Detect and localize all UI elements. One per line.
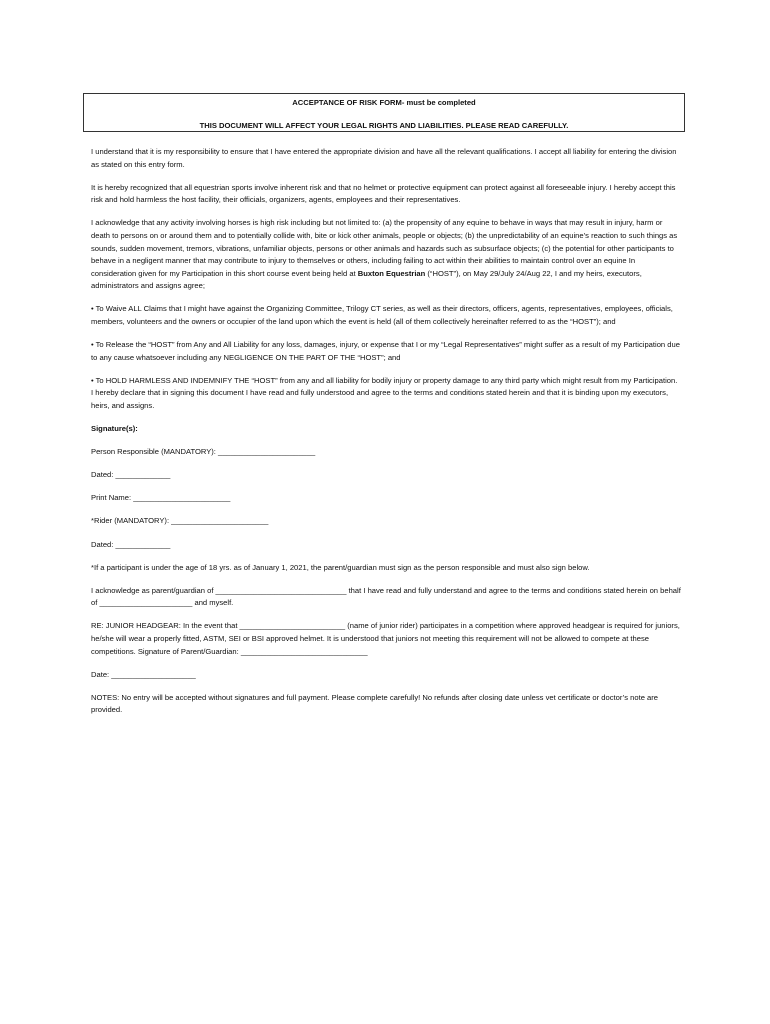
- acknowledgement-text-end: (“HOST”), on May 29/July 24/Aug 22, I and my heirs, executors, administrators and assigns agree;: [91, 268, 642, 291]
- minor-participant-note: *If a participant is under the age of 18 yrs. as of January 1, 2021, the parent/guardian must sign as the person responsible and must also sign below.: [91, 562, 590, 572]
- host-name: Buxton Equestrian: [357, 268, 426, 278]
- date-line: Date: ____________________: [91, 669, 196, 679]
- dated-line-1: Dated: _____________: [91, 470, 171, 480]
- dated-line-2: Dated: _____________: [91, 539, 171, 549]
- title-box: [83, 93, 685, 132]
- form-warning: THIS DOCUMENT WILL AFFECT YOUR LEGAL RIGHTS AND LIABILITIES. PLEASE READ CAREFULLY.: [199, 121, 569, 130]
- junior-headgear-paragraph: RE: JUNIOR HEADGEAR: In the event that _________________________ (name of junior rider) participates in a competition where approved headgear is required for juniors, he/she will wear a properly fitted, ASTM, SEI or BSI approved helmet. It is understood that juniors not meeting this requirement will not be allowed to compete at these competitions. Signature of Parent/Guardian: ______________________________: [91, 621, 680, 656]
- paragraph-hold-harmless: • To HOLD HARMLESS AND INDEMNIFY THE “HOST” from any and all liability for bodily injury or property damage to any third party which might result from my Participation. I hereby declare that in signing this document I have read and fully understood and agree to the terms and conditions stated herein and that it is binding upon my executors, heirs, and assigns.: [91, 375, 678, 410]
- paragraph-inherent-risk: It is hereby recognized that all equestrian sports involve inherent risk and that no helmet or protective equipment can protect against all foreseeable injury. I hereby accept this risk and hold harmless the host facility, their officials, organizers, agents, employees and their representatives.: [91, 182, 676, 205]
- notes-paragraph: NOTES: No entry will be accepted without signatures and full payment. Please complete carefully! No refunds after closing date unless vet certificate or doctor’s note are provided.: [91, 692, 659, 715]
- form-body: [91, 146, 681, 728]
- signatures-heading: Signature(s):: [91, 424, 138, 434]
- form-title: ACCEPTANCE OF RISK FORM- must be completed: [292, 98, 476, 107]
- paragraph-waive-claims: • To Waive ALL Claims that I might have against the Organizing Committee, Trilogy CT series, as well as their directors, officers, agents, representatives, employees, officials, members, volunteers and the owners or occupier of the land upon which the event is held (all of them collectively hereinafter referred to as the “HOST”); and: [91, 304, 673, 327]
- guardian-acknowledgement: I acknowledge as parent/guardian of _______________________________ that I have read and fully understand and agree to the terms and conditions stated herein on behalf of ______________________ and myself.: [91, 585, 681, 608]
- paragraph-acknowledgement: [91, 217, 681, 293]
- acknowledgement-text-start: I acknowledge that any activity involving horses is high risk including but not limited to: (a) the propensity of any equine to behave in ways that may result in injury, harm or death to persons on or around them and to potentially collide with, bite or kick other animals, people or objects; (b) the unpredictability of an equine’s reaction to such things as sounds, sudden movement, tremors, vibrations, unfamiliar objects, persons or other animals and hazards such as subsurface objects; (c) the potential for other participants to behave in a negligent manner that may contribute to injury to themselves or others, including failing to act within their abilities to maintain control over an equine In consideration given for my Participation in this short course event being held at: [91, 218, 678, 278]
- paragraph-responsibility: I understand that it is my responsibility to ensure that I have entered the appropriate division and have all the relevant qualifications. I accept all liability for entering the division as stated on this entry form.: [91, 147, 677, 169]
- rider-signature-line: *Rider (MANDATORY): _______________________: [91, 516, 269, 526]
- paragraph-release-liability: • To Release the “HOST” from Any and All Liability for any loss, damages, injury, or expense that I or my “Legal Representatives” might suffer as a result of my Participation due to any cause whatsoever including any NEGLIGENCE ON THE PART OF THE “HOST”; and: [91, 340, 680, 362]
- print-name-line: Print Name: _______________________: [91, 493, 231, 503]
- person-responsible-signature-line: Person Responsible (MANDATORY): _______________________: [91, 447, 316, 457]
